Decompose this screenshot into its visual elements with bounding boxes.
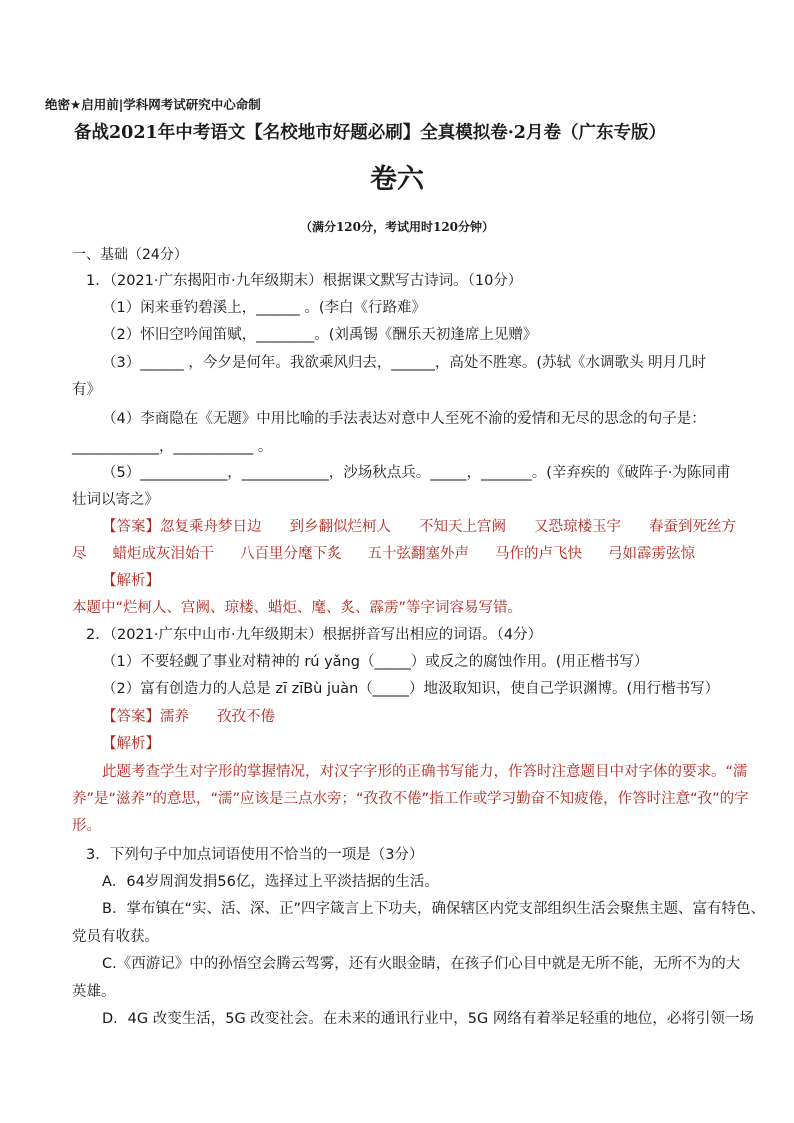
q1-stem: 1．（2021·广东揭阳市·九年级期末）根据课文默写古诗词。（10分） xyxy=(86,273,523,289)
q1-item-5a: （5）____________，____________，沙场秋点兵。_____，_______。(辛弃疾的《破阵子·为陈同甫 xyxy=(102,465,731,481)
volume-title: 卷六 xyxy=(370,164,424,195)
q3-option-b-line2: 党员有收获。 xyxy=(72,929,159,945)
answer-label: 【答案】 xyxy=(102,709,160,725)
q3-option-b-line1: B．掌布镇在“实、活、深、正”四字箴言上下功夫，确保辖区内党支部组织生活会聚焦主题、富有特色、 xyxy=(102,901,765,917)
q3-option-a: A．64岁周润发捐56亿，选择过上平淡拮据的生活。 xyxy=(102,874,439,890)
score-note: （满分120分，考试用时120分钟） xyxy=(299,220,495,234)
answer-item: 春蚕到死丝方 xyxy=(649,519,736,535)
q2-analysis-1: 此题考查学生对字形的掌握情况，对汉字字形的正确书写能力，作答时注意题目中对字体的要求。“濡 xyxy=(102,764,748,780)
q1-item-3a: （3）______ ，今夕是何年。我欲乘风归去，______，高处不胜寒。(苏轼《水调歌头 明月几时 xyxy=(102,355,707,371)
q2-answer-line xyxy=(102,706,762,728)
answer-item: 不知天上宫阙 xyxy=(419,519,506,535)
q1-answer-line-2 xyxy=(72,543,732,565)
q2-stem: 2．（2021·广东中山市·九年级期末）根据拼音写出相应的词语。（4分） xyxy=(86,627,543,643)
q3-option-c-line1: C.《西游记》中的孙悟空会腾云驾雾，还有火眼金睛，在孩子们心目中就是无所不能，无所不为的大 xyxy=(102,956,741,972)
answer-item: 尽 xyxy=(72,546,87,562)
q2-analysis-3: 形。 xyxy=(72,818,101,834)
q1-answer-line-1 xyxy=(102,516,762,538)
answer-item: 八百里分麾下炙 xyxy=(240,546,342,562)
q1-analysis: 本题中“烂柯人、宫阙、琼楼、蜡炬、麾、炙、霹雳”等字词容易写错。 xyxy=(72,600,523,616)
q2-item-1: （1）不要轻觑了事业对精神的 rú yǎng（_____）或反之的腐蚀作用。(用正楷书写） xyxy=(102,654,649,670)
answer-item: 孜孜不倦 xyxy=(217,709,275,725)
answer-item: 蜡炬成灰泪始干 xyxy=(112,546,214,562)
q1-item-1: （1）闲来垂钓碧溪上，______ 。(李白《行路难》 xyxy=(102,300,426,316)
answer-item: 马作的卢飞快 xyxy=(495,546,582,562)
answer-item: 到乡翻似烂柯人 xyxy=(289,519,391,535)
q1-item-4b: ____________，___________ 。 xyxy=(72,439,273,455)
answer-label: 【答案】 xyxy=(102,519,160,535)
secret-line: 绝密★启用前|学科网考试研究中心命制 xyxy=(45,97,261,112)
section-heading: 一、基础（24分） xyxy=(72,247,188,263)
q2-analysis-label: 【解析】 xyxy=(102,736,160,752)
q2-analysis-2: 养”是“滋养”的意思，“濡”应该是三点水旁；“孜孜不倦”指工作或学习勤奋不知疲倦，作答时注意“孜”的字 xyxy=(72,791,749,807)
q1-item-2: （2）怀旧空吟闻笛赋，________。(刘禹锡《酬乐天初逢席上见赠》 xyxy=(102,327,538,343)
exam-title: 备战2021年中考语文【名校地市好题必刷】全真模拟卷·2月卷（广东专版） xyxy=(74,123,666,143)
answer-item: 忽复乘舟梦日边 xyxy=(160,519,262,535)
q1-item-4a: （4）李商隐在《无题》中用比喻的手法表达对意中人至死不渝的爱情和无尽的思念的句子是： xyxy=(102,411,706,427)
answer-item: 五十弦翻塞外声 xyxy=(367,546,469,562)
q2-item-2: （2）富有创造力的人总是 zī zīBù juàn（_____）地汲取知识，使自己学识渊博。(用行楷书写） xyxy=(102,681,720,697)
q3-option-d: D．4G 改变生活，5G 改变社会。在未来的通讯行业中，5G 网络有着举足轻重的地位，必将引领一场 xyxy=(102,1011,754,1027)
answer-item: 又恐琼楼玉宇 xyxy=(534,519,621,535)
q1-analysis-label: 【解析】 xyxy=(102,573,160,589)
q1-item-3b: 有》 xyxy=(72,382,101,398)
q3-option-c-line2: 英雄。 xyxy=(72,984,116,1000)
answer-item: 弓如霹雳弦惊 xyxy=(608,546,695,562)
answer-item: 濡养 xyxy=(160,709,189,725)
q3-stem: 3．下列句子中加点词语使用不恰当的一项是（3分） xyxy=(86,847,424,863)
q1-item-5b: 壮词以寄之》 xyxy=(72,492,159,508)
